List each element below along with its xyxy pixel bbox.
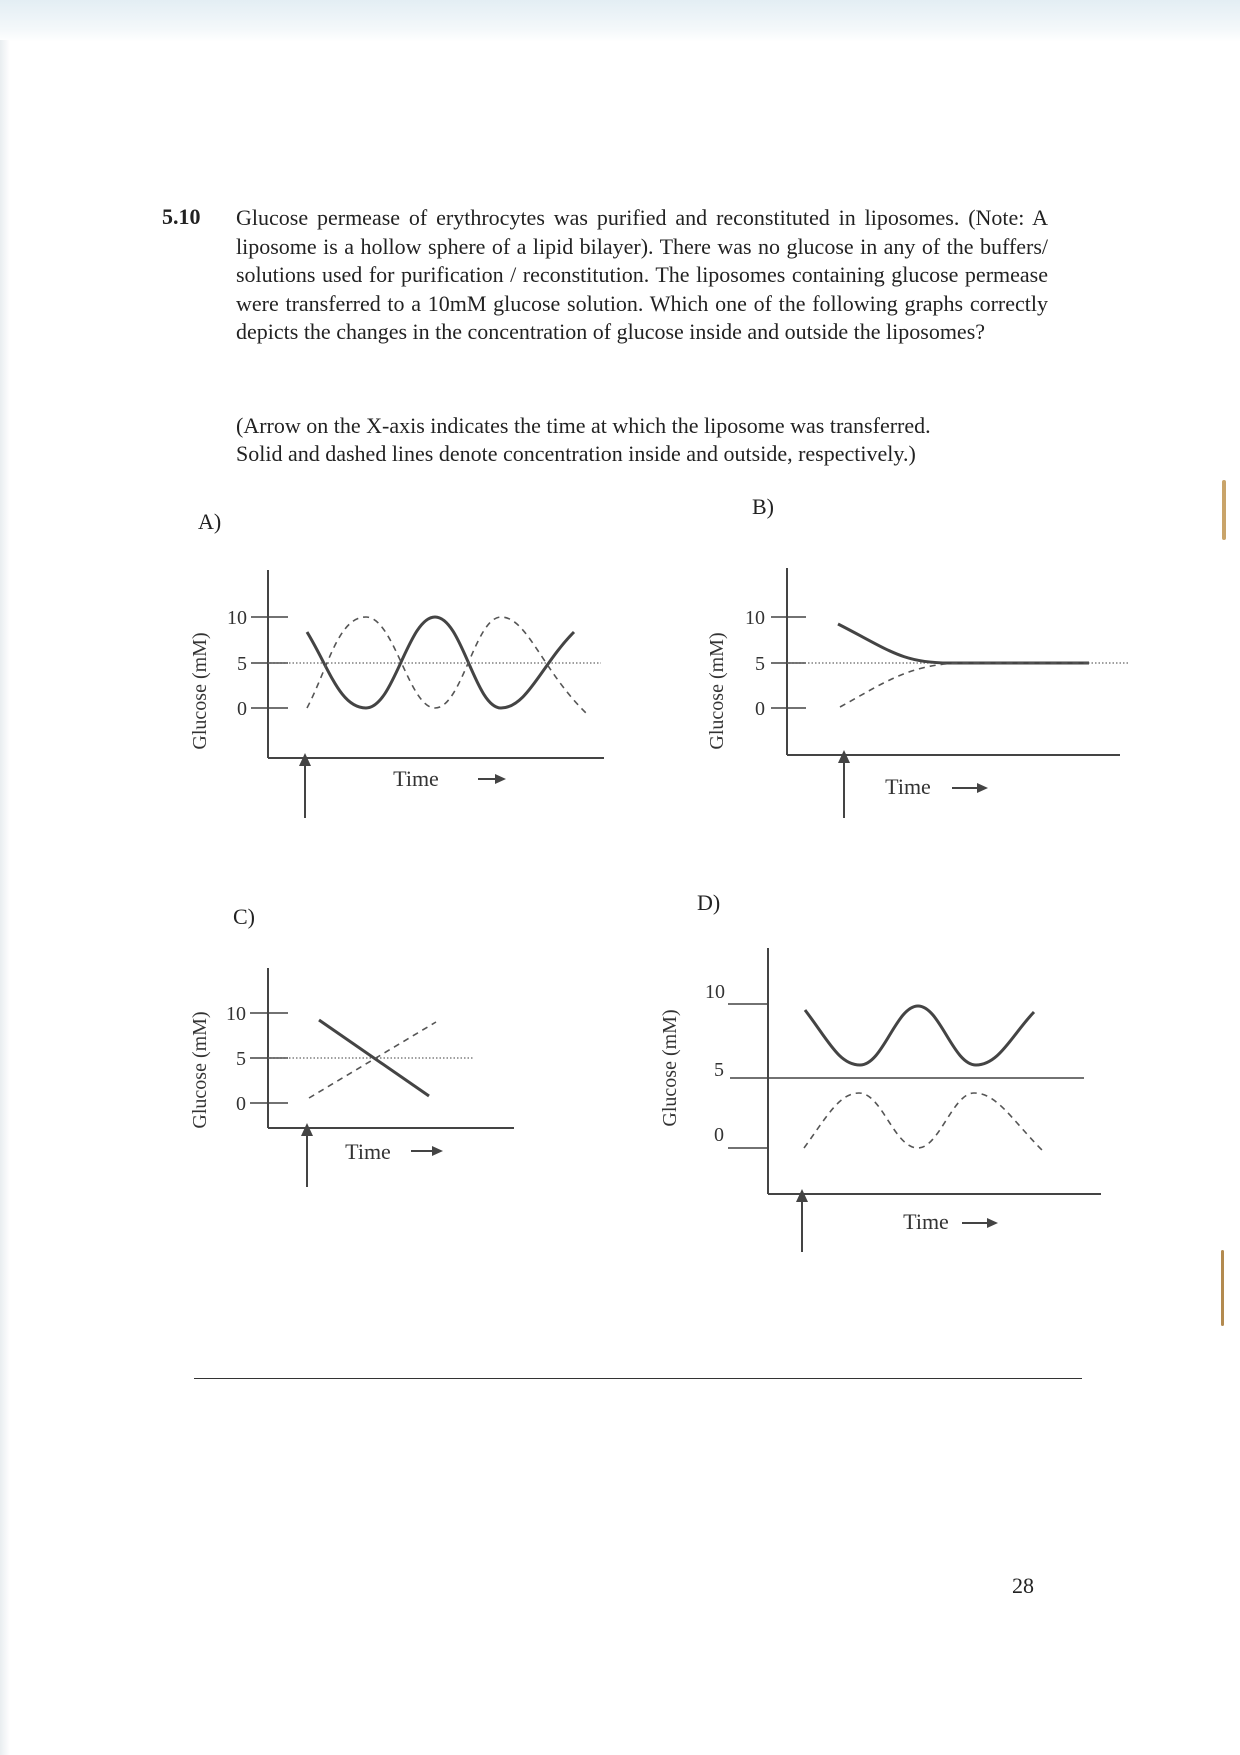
option-a-label: A): [198, 509, 222, 534]
margin-mark-upper: [1222, 480, 1226, 540]
chart-a-ytick-0: 0: [237, 698, 247, 720]
chart-c-ylabel: Glucose (mM): [189, 1011, 211, 1129]
chart-c-transfer-arrowhead: [301, 1123, 313, 1136]
chart-d-xlabel: Time: [903, 1209, 949, 1234]
chart-b-ytick-10: 10: [745, 607, 765, 629]
chart-a-ylabel: Glucose (mM): [189, 632, 211, 750]
chart-a-outside-line: [307, 617, 586, 713]
chart-b-transfer-arrowhead: [838, 750, 850, 763]
chart-d-transfer-arrowhead: [796, 1189, 808, 1202]
scan-top-edge: [0, 0, 1240, 42]
chart-a-xlabel: Time: [393, 766, 439, 791]
chart-d-time-arrowhead: [987, 1218, 998, 1228]
question-note: [236, 412, 1048, 468]
chart-d: [656, 940, 1116, 1260]
footer-rule: [194, 1378, 1082, 1379]
chart-b-inside-line: [838, 624, 1089, 663]
chart-c: [176, 960, 526, 1200]
chart-a-time-arrowhead: [495, 774, 506, 784]
page-number: 28: [1012, 1573, 1034, 1598]
question-number: 5.10: [162, 204, 201, 229]
question-note-line-1: (Arrow on the X-axis indicates the time at which the liposome was transferred.: [236, 413, 931, 438]
chart-b-ytick-5: 5: [755, 653, 765, 675]
scan-left-edge: [0, 40, 10, 1755]
option-c-label: C): [233, 904, 255, 929]
chart-b-outside-line: [840, 663, 1089, 707]
chart-a-ytick-5: 5: [237, 653, 247, 675]
chart-d-inside-line: [805, 1006, 1034, 1065]
chart-d-ytick-0: 0: [714, 1124, 724, 1146]
chart-c-xlabel: Time: [345, 1139, 391, 1164]
question-text: Glucose permease of erythrocytes was purified and reconstituted in liposomes. (Note: A liposome is a hollow sphere of a lipid bilayer). There was no glucose in any of the buffers/ solutions used for purification / reconstitution. The liposomes containing glucose permease were transferred to a 10mM glucose solution. Which one of the following graphs correctly depicts the changes in the concentration of glucose inside and outside the liposomes?: [236, 205, 1048, 344]
chart-d-outside-line: [804, 1093, 1042, 1150]
option-b-label: B): [752, 494, 774, 519]
chart-a-ytick-10: 10: [227, 607, 247, 629]
chart-b-ylabel: Glucose (mM): [706, 632, 728, 750]
chart-c-ytick-0: 0: [236, 1093, 246, 1115]
margin-mark-lower: [1221, 1250, 1224, 1326]
chart-c-time-arrowhead: [432, 1146, 443, 1156]
question-note-line-2: Solid and dashed lines denote concentration inside and outside, respectively.): [236, 441, 916, 466]
chart-d-ytick-10: 10: [705, 981, 725, 1003]
chart-b-xlabel: Time: [885, 774, 931, 799]
chart-a-transfer-arrowhead: [299, 753, 311, 766]
chart-b: [694, 560, 1144, 820]
chart-b-ytick-0: 0: [755, 698, 765, 720]
chart-c-ytick-5: 5: [236, 1048, 246, 1070]
chart-d-ytick-5: 5: [714, 1059, 724, 1081]
chart-a: [176, 560, 616, 820]
chart-c-ytick-10: 10: [226, 1003, 246, 1025]
option-d-label: D): [697, 890, 721, 915]
chart-b-time-arrowhead: [977, 783, 988, 793]
chart-d-ylabel: Glucose (mM): [659, 1009, 681, 1127]
